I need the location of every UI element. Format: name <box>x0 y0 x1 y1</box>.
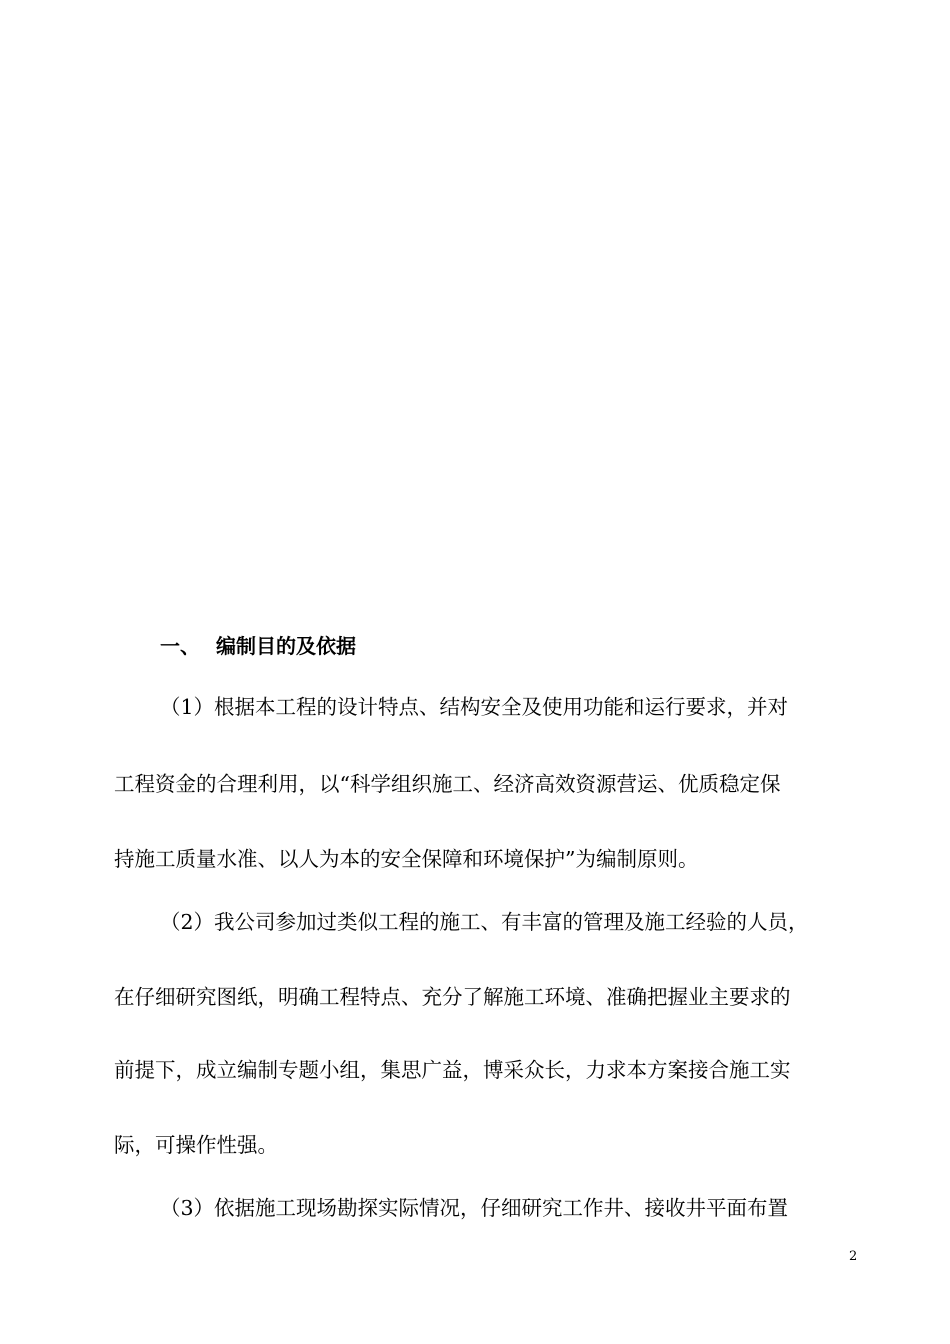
paragraph-line: （1）根据本工程的设计特点、结构安全及使用功能和运行要求，并对 <box>160 695 789 719</box>
paragraph-line: 在仔细研究图纸，明确工程特点、充分了解施工环境、准确把握业主要求的 <box>114 985 791 1009</box>
paragraph-line: （3）依据施工现场勘探实际情况，仔细研究工作井、接收井平面布置 <box>160 1196 789 1220</box>
section-heading <box>160 632 356 660</box>
section-number: 一、 <box>160 634 200 658</box>
paragraph-line: 持施工质量水准、以人为本的安全保障和环境保护”为编制原则。 <box>114 847 699 871</box>
page-number: 2 <box>849 1249 858 1264</box>
paragraph-line: 前提下，成立编制专题小组，集思广益，博采众长，力求本方案接合施工实 <box>114 1058 791 1082</box>
paragraph-line: （2）我公司参加过类似工程的施工、有丰富的管理及施工经验的人员， <box>160 910 809 934</box>
section-title: 编制目的及依据 <box>216 634 356 658</box>
paragraph-line: 际，可操作性强。 <box>114 1133 278 1157</box>
paragraph-line: 工程资金的合理利用，以“科学组织施工、经济高效资源营运、优质稳定保 <box>114 772 781 796</box>
